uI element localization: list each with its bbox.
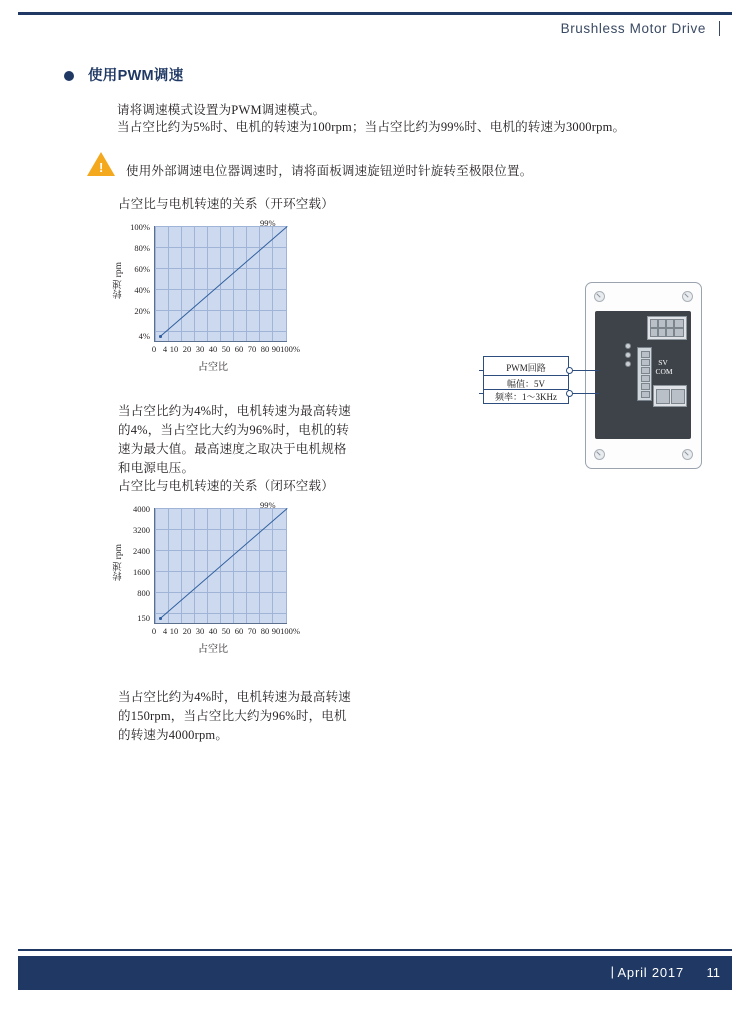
pwm-frequency: 频率：1～3KHz — [495, 392, 557, 402]
chart1-annotation-99: 99% — [260, 218, 276, 228]
drive-device-illustration — [585, 282, 702, 469]
screw-top-left-icon — [594, 291, 605, 302]
chart2-xtick-1: 4 — [162, 626, 168, 636]
chart2-xtick-0: 0 — [151, 626, 157, 636]
chart2-xtick-11: 100% — [280, 626, 300, 636]
wire-left-top — [479, 370, 483, 371]
signal-terminal-strip — [637, 347, 652, 401]
intro-paragraph-1: 请将调速模式设置为PWM调速模式。 — [117, 103, 326, 117]
footer-rule — [18, 949, 732, 951]
chart1-xtick-0: 0 — [151, 344, 157, 354]
section-bullet-icon — [64, 71, 74, 81]
footer-page-number: 11 — [706, 965, 720, 980]
chart1-ytick-2: 40% — [134, 285, 150, 295]
footer-separator: | — [610, 964, 614, 979]
chart1-caption: 占空比与电机转速的关系（开环空载） — [118, 197, 334, 211]
screw-bottom-right-icon — [682, 449, 693, 460]
screw-bottom-left-icon — [594, 449, 605, 460]
chart2-ytick-3: 2400 — [133, 546, 150, 556]
chart1-xtick-8: 70 — [247, 344, 257, 354]
chart2-annotation-99: 99% — [260, 500, 276, 510]
chart2-xtick-7: 60 — [234, 626, 244, 636]
chart1-xtick-1: 4 — [162, 344, 168, 354]
chart2-ytick-4: 3200 — [133, 525, 150, 535]
footer-date: April 2017 — [617, 965, 684, 980]
chart2-xtick-8: 70 — [247, 626, 257, 636]
chart2-xtick-10: 90 — [271, 626, 281, 636]
chart2-xtick-3: 20 — [182, 626, 192, 636]
pwm-amplitude: 幅值：5V — [507, 379, 545, 389]
chart1-xtick-6: 50 — [221, 344, 231, 354]
terminal-label-sv: SV — [658, 358, 668, 367]
chart2-plot-area — [154, 508, 287, 624]
screw-top-right-icon — [682, 291, 693, 302]
led-indicator-2-icon — [625, 352, 631, 358]
chart2-start-point — [159, 617, 162, 620]
header-divider — [719, 21, 721, 36]
led-indicator-3-icon — [625, 361, 631, 367]
terminal-node-com-icon — [566, 390, 573, 397]
chart2-xtick-5: 40 — [208, 626, 218, 636]
chart1-xtick-11: 100% — [280, 344, 300, 354]
chart1-ytick-1: 20% — [134, 306, 150, 316]
page-header — [0, 0, 750, 46]
terminal-node-sv-icon — [566, 367, 573, 374]
chart2-xtick-6: 50 — [221, 626, 231, 636]
chart2-xtick-2: 10 — [169, 626, 179, 636]
wire-left-bottom — [479, 393, 483, 394]
led-indicator-1-icon — [625, 343, 631, 349]
chart2-ytick-5: 4000 — [133, 504, 150, 514]
header-rule — [18, 12, 732, 15]
chart1-ytick-0: 4% — [138, 331, 150, 341]
chart2-caption: 占空比与电机转速的关系（闭环空载） — [118, 479, 334, 493]
chart1-xtick-3: 20 — [182, 344, 192, 354]
chart1-start-point — [159, 335, 162, 338]
chart-closed-loop — [110, 496, 320, 661]
chart1-plot-area — [154, 226, 287, 342]
pwm-circuit-box — [483, 356, 569, 404]
intro-paragraph-2: 当占空比约为5%时、电机的转速为100rpm；当占空比约为99%时、电机的转速为3000rpm。 — [117, 120, 626, 134]
chart1-xtick-2: 10 — [169, 344, 179, 354]
warning-text: 使用外部调速电位器调速时，请将面板调速旋钮逆时针旋转至极限位置。 — [126, 164, 533, 178]
chart1-ytick-3: 60% — [134, 264, 150, 274]
connector-top-right — [647, 316, 687, 340]
chart1-x-axis-title: 占空比 — [198, 362, 228, 373]
chart2-x-axis-title: 占空比 — [198, 644, 228, 655]
chart1-xtick-9: 80 — [260, 344, 270, 354]
warning-exclamation-icon: ! — [99, 160, 104, 175]
pwm-separator-1 — [484, 375, 568, 376]
chart1-xtick-10: 90 — [271, 344, 281, 354]
terminal-label-com: COM — [655, 367, 673, 376]
chart2-ytick-2: 1600 — [133, 567, 150, 577]
chart1-xtick-4: 30 — [195, 344, 205, 354]
chart1-explanation: 当占空比约为4%时，电机转速为最高转速的4%，当占空比大约为96%时，电机的转速为最大值。最高速度之取决于电机规格和电源电压。 — [118, 404, 351, 475]
chart2-y-axis-title: 转速 rpm — [114, 544, 124, 581]
chart2-ytick-1: 800 — [137, 588, 150, 598]
chart2-explanation: 当占空比约为4%时，电机转速为最高转速的150rpm，当占空比大约为96%时，电机的转速为4000rpm。 — [118, 690, 351, 742]
device-faceplate — [595, 311, 691, 439]
pwm-title: PWM回路 — [506, 363, 546, 373]
chart1-data-line — [160, 226, 288, 337]
chart1-xtick-5: 40 — [208, 344, 218, 354]
section-heading: 使用PWM调速 — [88, 68, 184, 84]
chart1-xtick-7: 60 — [234, 344, 244, 354]
chart2-xtick-9: 80 — [260, 626, 270, 636]
chart-open-loop — [110, 214, 320, 379]
chart1-y-axis-title: 转速 rpm — [114, 262, 124, 299]
power-terminal-block — [653, 385, 687, 407]
chart2-xtick-4: 30 — [195, 626, 205, 636]
chart2-data-line — [160, 508, 288, 619]
chart1-ytick-5: 100% — [130, 222, 150, 232]
chart1-ytick-4: 80% — [134, 243, 150, 253]
header-title: Brushless Motor Drive — [560, 21, 706, 36]
chart2-ytick-0: 150 — [137, 613, 150, 623]
